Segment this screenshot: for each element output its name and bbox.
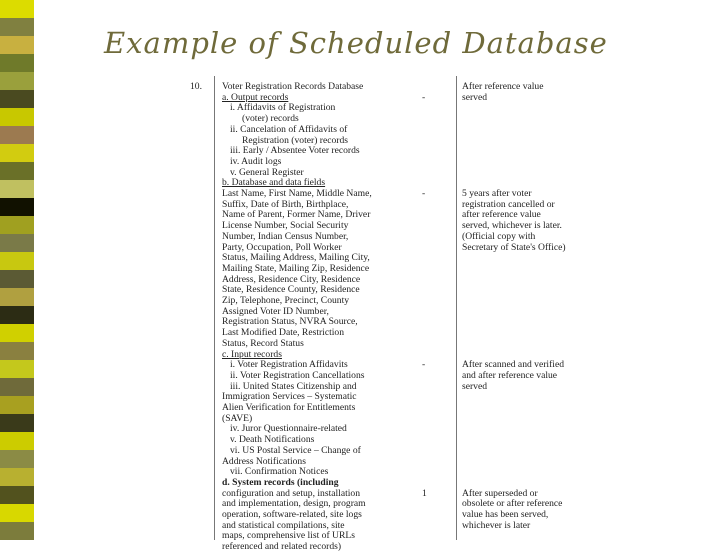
record-line: Status, Record Status bbox=[222, 337, 304, 349]
retention-period-line: (Official copy with bbox=[462, 230, 536, 242]
record-line: Suffix, Date of Birth, Birthplace, bbox=[222, 198, 349, 210]
stripe-block bbox=[0, 288, 34, 306]
record-line: Registration (voter) records bbox=[242, 134, 349, 146]
retention-period-line: served, whichever is later. bbox=[462, 220, 562, 232]
retention-period-line: Secretary of State's Office) bbox=[462, 241, 566, 253]
slide-title: Example of Scheduled Database bbox=[104, 26, 608, 60]
stripe-block bbox=[0, 360, 34, 378]
retention-code: - bbox=[422, 91, 426, 103]
stripe-block bbox=[0, 108, 34, 126]
record-line: maps, comprehensive list of URLs bbox=[222, 530, 355, 542]
stripe-block bbox=[0, 450, 34, 468]
record-line: Last Name, First Name, Middle Name, bbox=[222, 188, 372, 199]
record-line: and statistical compilations, site bbox=[222, 519, 345, 531]
record-line: Immigration Services – Systematic bbox=[222, 391, 357, 403]
retention-code: 1 bbox=[422, 487, 427, 499]
record-line: Status, Mailing Address, Mailing City, bbox=[222, 252, 370, 264]
stripe-block bbox=[0, 270, 34, 288]
stripe-block bbox=[0, 468, 34, 486]
column-divider bbox=[214, 76, 215, 540]
record-line: ii. Cancelation of Affidavits of bbox=[230, 123, 348, 135]
record-line: c. Input records bbox=[222, 348, 282, 360]
stripe-block bbox=[0, 342, 34, 360]
record-line: Address, Residence City, Residence bbox=[222, 273, 361, 285]
stripe-block bbox=[0, 378, 34, 396]
record-line: Party, Occupation, Poll Worker bbox=[222, 241, 342, 253]
stripe-block bbox=[0, 324, 34, 342]
record-line: iii. Early / Absentee Voter records bbox=[230, 145, 360, 157]
retention-code: - bbox=[422, 188, 426, 199]
record-line: configuration and setup, installation bbox=[222, 487, 361, 499]
stripe-block bbox=[0, 252, 34, 270]
retention-code: - bbox=[422, 359, 426, 371]
stripe-block bbox=[0, 18, 34, 36]
record-line: iii. United States Citizenship and bbox=[230, 380, 357, 392]
record-line: ii. Voter Registration Cancellations bbox=[230, 369, 365, 381]
record-line: Number, Indian Census Number, bbox=[222, 230, 349, 242]
stripe-block bbox=[0, 162, 34, 180]
record-line: iv. Juror Questionnaire-related bbox=[230, 423, 347, 435]
retention-period-line: whichever is later bbox=[462, 519, 531, 531]
retention-period-line: After scanned and verified bbox=[462, 359, 565, 371]
record-line: v. Death Notifications bbox=[230, 434, 315, 446]
stripe-block bbox=[0, 36, 34, 54]
record-line: d. System records (including bbox=[222, 476, 339, 488]
stripe-block bbox=[0, 504, 34, 522]
record-line: b. Database and data fields bbox=[222, 177, 326, 189]
record-line: i. Voter Registration Affidavits bbox=[230, 359, 348, 371]
stripe-block bbox=[0, 126, 34, 144]
record-line: operation, software-related, site logs bbox=[222, 509, 362, 520]
record-line: Name of Parent, Former Name, Driver bbox=[222, 209, 371, 221]
record-line: (SAVE) bbox=[222, 412, 253, 424]
retention-period-line: obsolete or after reference bbox=[462, 498, 563, 510]
stripe-block bbox=[0, 0, 34, 18]
record-line: iv. Audit logs bbox=[230, 155, 282, 167]
record-line: a. Output records bbox=[222, 91, 289, 103]
retention-period-line: served bbox=[462, 380, 488, 392]
record-line: and implementation, design, program bbox=[222, 498, 366, 510]
stripe-block bbox=[0, 216, 34, 234]
item-number: 10. bbox=[190, 81, 202, 92]
record-line: (voter) records bbox=[242, 113, 299, 125]
stripe-block bbox=[0, 414, 34, 432]
stripe-block bbox=[0, 198, 34, 216]
decorative-stripe bbox=[0, 0, 34, 540]
column-divider bbox=[456, 76, 457, 540]
record-line: Registration Status, NVRA Source, bbox=[222, 316, 358, 328]
record-line: Last Modified Date, Restriction bbox=[222, 327, 345, 339]
record-line: Assigned Voter ID Number, bbox=[222, 305, 329, 317]
retention-period-line: 5 years after voter bbox=[462, 188, 532, 199]
retention-period-line: After superseded or bbox=[462, 487, 538, 499]
record-line: vi. US Postal Service – Change of bbox=[230, 444, 361, 456]
stripe-block bbox=[0, 306, 34, 324]
record-line: Voter Registration Records Database bbox=[222, 81, 364, 92]
record-line: Address Notifications bbox=[222, 455, 306, 467]
retention-period-line: registration cancelled or bbox=[462, 198, 555, 210]
retention-period-line: value has been served, bbox=[462, 509, 549, 520]
stripe-block bbox=[0, 486, 34, 504]
retention-period-line: served bbox=[462, 91, 488, 103]
record-line: Alien Verification for Entitlements bbox=[222, 402, 356, 413]
stripe-block bbox=[0, 432, 34, 450]
stripe-block bbox=[0, 90, 34, 108]
stripe-block bbox=[0, 72, 34, 90]
retention-period-line: and after reference value bbox=[462, 369, 558, 381]
retention-period-line: After reference value bbox=[462, 81, 544, 92]
stripe-block bbox=[0, 144, 34, 162]
stripe-block bbox=[0, 180, 34, 198]
record-line: License Number, Social Security bbox=[222, 220, 349, 232]
record-line: v. General Register bbox=[230, 166, 304, 178]
retention-period-line: after reference value bbox=[462, 209, 541, 221]
scanned-document bbox=[184, 76, 566, 553]
record-line: Mailing State, Mailing Zip, Residence bbox=[222, 262, 370, 274]
record-line: vii. Confirmation Notices bbox=[230, 466, 329, 478]
record-line: i. Affidavits of Registration bbox=[230, 102, 336, 114]
record-line: Zip, Telephone, Precinct, County bbox=[222, 295, 350, 306]
record-line: State, Residence County, Residence bbox=[222, 284, 360, 296]
stripe-block bbox=[0, 234, 34, 252]
stripe-block bbox=[0, 522, 34, 540]
stripe-block bbox=[0, 54, 34, 72]
stripe-block bbox=[0, 396, 34, 414]
record-line: referenced and related records) bbox=[222, 541, 342, 553]
